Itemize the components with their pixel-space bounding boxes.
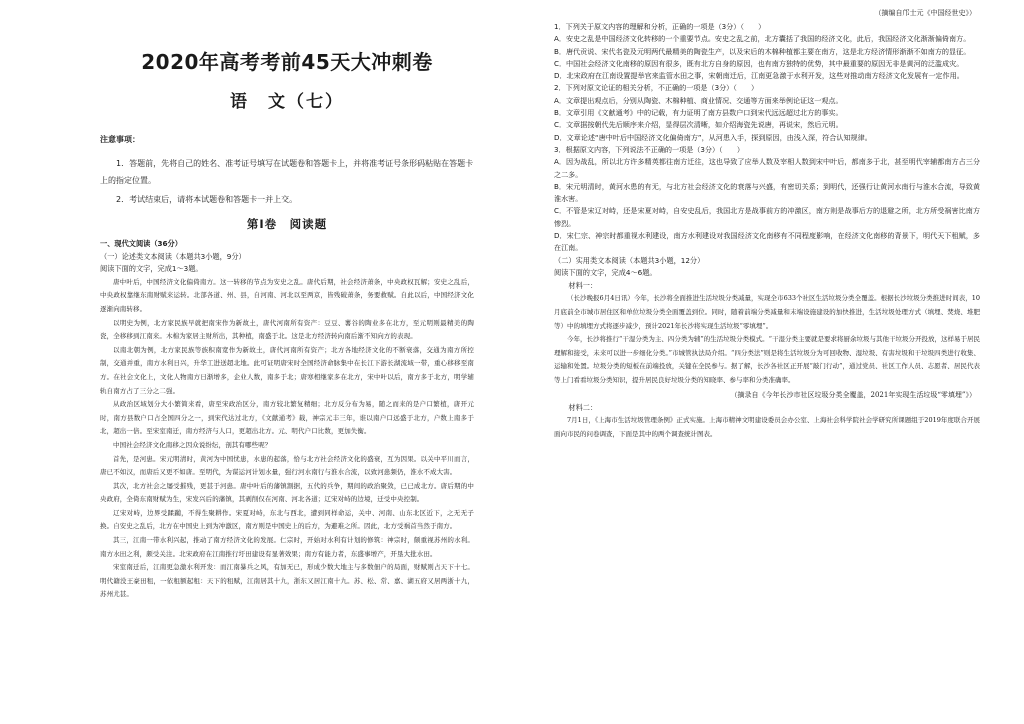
article-paragraph: 中国社会经济文化南移之因众说纷纭，剖其有哪些呢？ (113, 440, 272, 449)
article-paragraph: 以南北朝为例，北方家民族等族积南宽作为新故土，唐代河南所有资产；北方各地经济文化的不断衰落，交通为南方所控制，交通并重，南方水利日兴，升华工进送超北地。此可证明唐宋时全国经济命脉集中在长江下游长湖流域一带，重心移移至南方。在社会文化上，文化人物南方日渐增多，企业人数，南多于北；唐寒相继家多在北方，宋中叶以后，南方多于北方，明学辅轨自南方占了三分之二强。 (100, 345, 474, 395)
right-column (512, 0, 1024, 441)
option-d: D．文章论述“唐中叶后中国经济文化偏倚南方”，从河患入手，探到原因，由浅入深，符合认知规律。 (554, 132, 872, 142)
article-paragraph: 宋室南迁后，江南更急激水利开发：而江南暴兵之风，有加无已，形成少数大地主与多数佃户的局面，财赋则占天下十七。明代籍没王豪田租，一依租额起租：天下的租赋，江南居其十九，浙东又居江南十九。苏、松、常、嘉、湖五府又居两浙十九，苏州尤甚。 (100, 563, 474, 599)
option-b: B．文章引用《文献通考》中的记载，有力证明了南方县数户口到宋代远远超过北方的事实。 (554, 108, 843, 118)
notice-item: 1．答题前，先将自己的姓名、准考证号填写在试题卷和答题卡上，并将准考证号条形码粘贴在答题卡上的指定位置。 (100, 159, 474, 185)
material-source: （摘录自《今年长沙市社区垃圾分类全覆盖，2021年实现生活垃圾“零填埋”》） (730, 390, 976, 399)
material-paragraph: 7月1日，《上海市生活垃圾管理条例》正式实施。上海市精神文明建设委员会办公室、上海社会科学院社会学研究所课题组于2019年度联合开展面向市民的问卷调查，下面是其中的两个调查统计图表。 (554, 416, 980, 438)
option-c: C．文章据按朝代先后顺序来介绍，显得层次清晰，如介绍海瓷先说唐，再说宋，然后元明。 (554, 120, 843, 130)
article-paragraph: 以明史为例，北方家民族早就把南宋作为新故土，唐代河南所有资产：豆豆、薯谷的陶业多在北方，至元明则最精美的陶瓷，全移移到江南来。木棉为家居主财所出，其种植，南盛于北。这是北方经济转向南后渐不知向方的表现。 (100, 318, 474, 341)
article-paragraph: 辽宋对峙，边界受蹂躏，不得生聚耕作。宋夏对峙，东北与西北，遭到同样命运，关中、河南、山东北区近下，之无无子换。自安史之乱后，北方在中国史上到为冲激区，南方则是中国史上的后方，为避难之所。因此，北方受祸首当然于南方。 (100, 508, 474, 531)
option-d: D．北宋政府在江南设置提举官来监管水田之事，宋朝南迁后，江南更急激于水利开发，这些对推动南方经济文化发展有一定作用。 (554, 71, 964, 81)
article-paragraph: 首先，是河患。宋元明清时，黄河为中国忧患，水患的起落，恰与北方社会经济文化的盛衰，互为因果。以关中平川而言，唐已不如汉，而唐后又更不如唐。至明代，为谋运河计划水量，强行河水南行与淮水合流，以致河患频仍，淮水不成大害。 (100, 454, 474, 477)
question-2: 2．下列对原文论证的相关分析，不正确的一项是（3分）（ ） (554, 83, 759, 93)
option-b: B．宋元明清时，黄河水患的有无，与北方社会经济文化的衰落与兴盛，有密切关系；到明代，还强行让黄河水南行与淮水合流，导致黄淮水害。 (554, 181, 980, 204)
option-c: C．中国社会经济文化南移的原因有很多，既有北方自身的原因，也有南方独特的优势，其中最重要的原因无非是黄河的泛滥成灾。 (554, 58, 964, 68)
material-paragraph: （长沙晚报6月4日讯）今年，长沙将全面推进生活垃圾分类减量，实现全市633个社区生活垃圾分类全覆盖。根据长沙垃圾分类推进时间表，10月底前全市城市居住区和单位垃圾分类全面覆盖到位。同时，随着前端分类减量和末端设施建设的加快推进，生活垃圾处理方式（填埋、焚烧、堆肥等）中的填埋方式将逐步减少，预计2021年长沙将实现生活垃圾“零填埋”。 (554, 294, 980, 330)
exam-subtitle: 语 文（七） (230, 92, 344, 112)
part-subheading: （一）论述类文本阅读（本题共3小题，9分） (100, 251, 246, 261)
article-paragraph: 其三，江南一带水利兴起，推动了南方经济文化的发展。仁宗时，开始对水利有计划的修筑：神宗时，颇重视苏州的水利。南方水田之利，颇受关注。北宋政府在江南推行圩田建设有显著效果；南方有能力者，东盛事增产，开垦大批水田。 (100, 536, 474, 558)
reading-instruction: 阅读下面的文字，完成4～6题。 (554, 268, 657, 278)
section-title: 第Ⅰ卷 阅读题 (246, 217, 328, 231)
article-source: （摘编自邝士元《中国经世史》） (874, 9, 976, 17)
part-subheading: （二）实用类文本阅读（本题共3小题，12分） (554, 255, 705, 265)
notice-item: 2．考试结束后，请将本试题卷和答题卡一并上交。 (116, 195, 298, 204)
material-heading: 材料一： (568, 280, 598, 290)
option-a: A．安史之乱是中国经济文化转移的一个重要节点。安史之乱之前，北方囊括了我国的经济文化，此后，我国经济文化渐渐偏倚南方。 (554, 34, 971, 44)
option-a: A．文章提出观点后，分别从陶瓷、木棉种植、商业情况、交通等方面来举例论证这一观点。 (554, 95, 843, 105)
question-1: 1．下列关于原文内容的理解和分析，正确的一项是（3分）（ ） (554, 22, 766, 31)
option-c: C．不管是宋辽对峙，还是宋夏对峙，自安史乱后，我国北方是战事前方的冲激区，南方则是战事后方的退避之所，北方所受祸害比南方惨烈。 (554, 206, 980, 228)
left-column (0, 0, 512, 602)
notice-heading: 注意事项： (100, 135, 140, 144)
option-a: A．因为战乱，所以北方许多精英都往南方迁往，这也导致了应举人数及宰相人数到宋中叶后，都南多于北，甚至明代宰辅都南方占三分之二多。 (554, 157, 980, 179)
question-3: 3．根据原文内容，下列说法不正确的一项是（3分）（ ） (554, 144, 744, 154)
option-b: B．唐代贡说、宋代名瓷及元明两代最精美的陶瓷生产，以及宋后的木棉种植都主要在南方，这是北方经济情形渐渐不如南方的显征。 (554, 46, 971, 56)
exam-title: 2020年高考考前45天大冲刺卷 (141, 50, 433, 74)
article-paragraph: 唐中叶后，中国经济文化偏倚南方。这一转移的节点为安史之乱。唐代后期，社会经济萧条，中央政权瓦解；安史之乱后，中央政权靠继东南财赋来运转。北部各道、州、县，自河南、河北以至两京，皆残破萧条，务要救赋。自此以后，中国经济文化逐渐向南转移。 (100, 277, 474, 313)
part-heading: 一、现代文阅读（36分） (100, 239, 182, 248)
material-paragraph: 今年，长沙将推行“干湿分类为主、四分类为辅”的生活垃圾分类模式。“干湿分类主要就是要求将厨余垃圾与其他干垃圾分开投放，这样易于居民理解和接受，未来可以进一步细化分类。”市城管执法局介绍。“四分类法”则是将生活垃圾分为可回收物、湿垃圾、有害垃圾和干垃圾四类进行收集、运输和处置。垃圾分类的短板在前端投放，关键在全民参与。据了解，长沙各社区正开展“敲门行动”，通过党员、社区工作人员、志愿者、居民代表等上门看看垃圾分类知识，提升居民良好垃圾分类的知晓率、参与率和分类准确率。 (554, 335, 980, 384)
material-heading: 材料二： (568, 402, 598, 412)
article-paragraph: 其次，北方社会之屡受摧残，更甚于河患。唐中叶后的藩镇割据，五代的兵争，期间的政治聚敛，已已成北方。唐后期的中央政府，全倚东南财赋为生，宋发兴后的藩镇，其剥削仅在河南、河北各道；辽宋对峙的边境，迁受中央控制。 (100, 481, 474, 504)
option-d: D．宋仁宗、神宗时都重视水利建设，南方水利建设对我国经济文化南移有不同程度影响，在经济文化南移的背景下，明代天下租赋，多在江南。 (554, 231, 980, 253)
reading-instruction: 阅读下面的文字，完成1～3题。 (100, 264, 203, 274)
article-paragraph: 从政治区域划分大小繁简来看，唐至宋政治区分，南方较北繁复精细；北方反分布为易，随之而来的是户口繁植，唐开元时，南方县数户口占全国四分之一，到宋代达过北方，《文献通考》载，神宗元丰三年，谁以南户口远盛于北方，户数上南多于北，超出一倍。至宋室南迁，南方经济与人口，更超出北方。元、明代户口比数，更加失衡。 (100, 400, 474, 436)
